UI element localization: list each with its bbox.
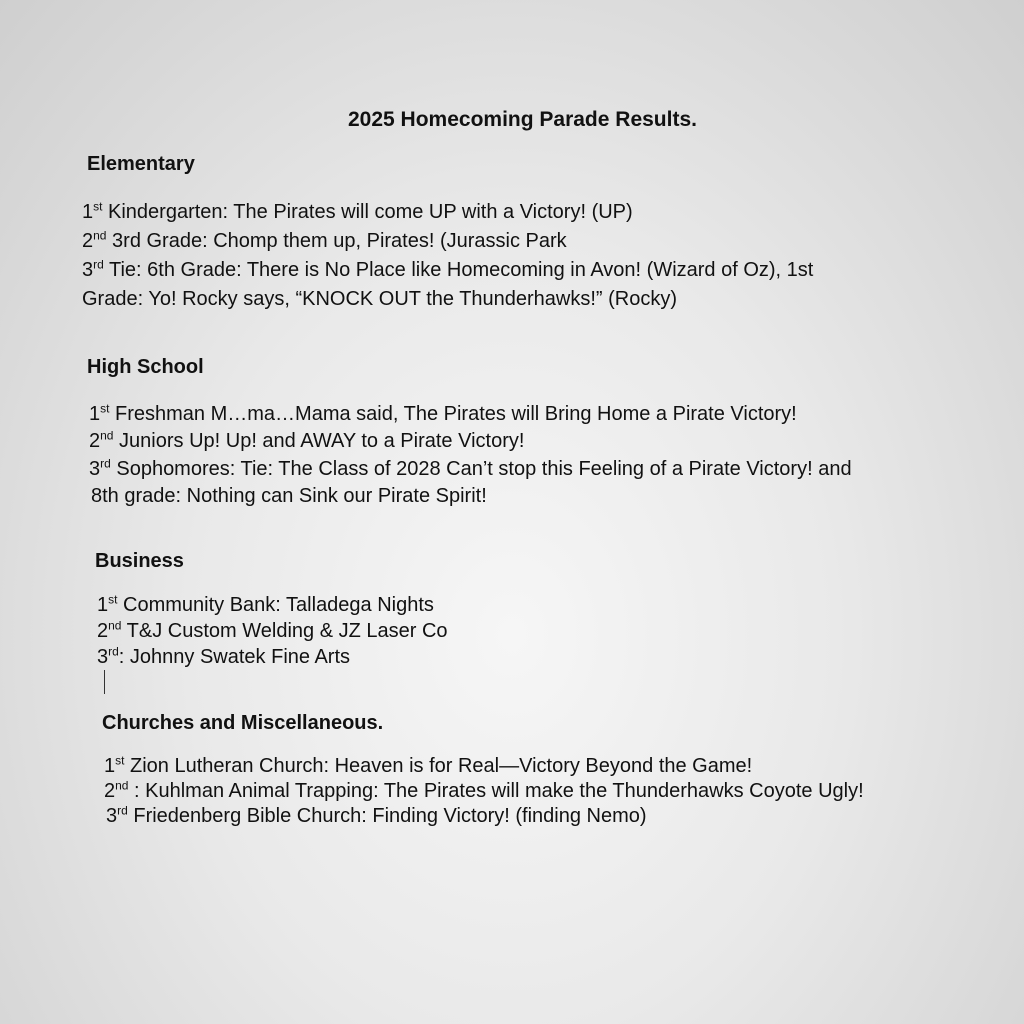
result-line: Grade: Yo! Rocky says, “KNOCK OUT the Thunderhawks!” (Rocky) xyxy=(82,288,678,310)
result-line: 2nd 3rd Grade: Chomp them up, Pirates! (Jurassic Park xyxy=(82,228,567,252)
result-line: 3rd Sophomores: Tie: The Class of 2028 Can’t stop this Feeling of a Pirate Victory! and xyxy=(89,456,852,480)
result-line: 1st Zion Lutheran Church: Heaven is for Real—Victory Beyond the Game! xyxy=(104,753,753,777)
result-line: 2nd Juniors Up! Up! and AWAY to a Pirate Victory! xyxy=(89,428,525,452)
result-line: 1st Freshman M…ma…Mama said, The Pirates will Bring Home a Pirate Victory! xyxy=(89,401,797,425)
result-line: 3rd: Johnny Swatek Fine Arts xyxy=(97,644,351,668)
page-title: 2025 Homecoming Parade Results. xyxy=(348,108,697,131)
section-heading-high-school: High School xyxy=(87,356,204,378)
section-heading-churches: Churches and Miscellaneous. xyxy=(102,712,384,734)
section-heading-elementary: Elementary xyxy=(87,153,195,175)
result-line: 3rd Tie: 6th Grade: There is No Place like Homecoming in Avon! (Wizard of Oz), 1st xyxy=(82,257,814,281)
result-line: 8th grade: Nothing can Sink our Pirate Spirit! xyxy=(91,485,487,507)
text-cursor xyxy=(104,670,105,694)
section-heading-business: Business xyxy=(95,550,184,572)
result-line: 2nd T&J Custom Welding & JZ Laser Co xyxy=(97,618,448,642)
result-line: 3rd Friedenberg Bible Church: Finding Victory! (finding Nemo) xyxy=(106,803,647,827)
result-line: 1st Community Bank: Talladega Nights xyxy=(97,592,434,616)
result-line: 1st Kindergarten: The Pirates will come UP with a Victory! (UP) xyxy=(82,199,633,223)
result-line: 2nd : Kuhlman Animal Trapping: The Pirates will make the Thunderhawks Coyote Ugly! xyxy=(104,778,864,802)
